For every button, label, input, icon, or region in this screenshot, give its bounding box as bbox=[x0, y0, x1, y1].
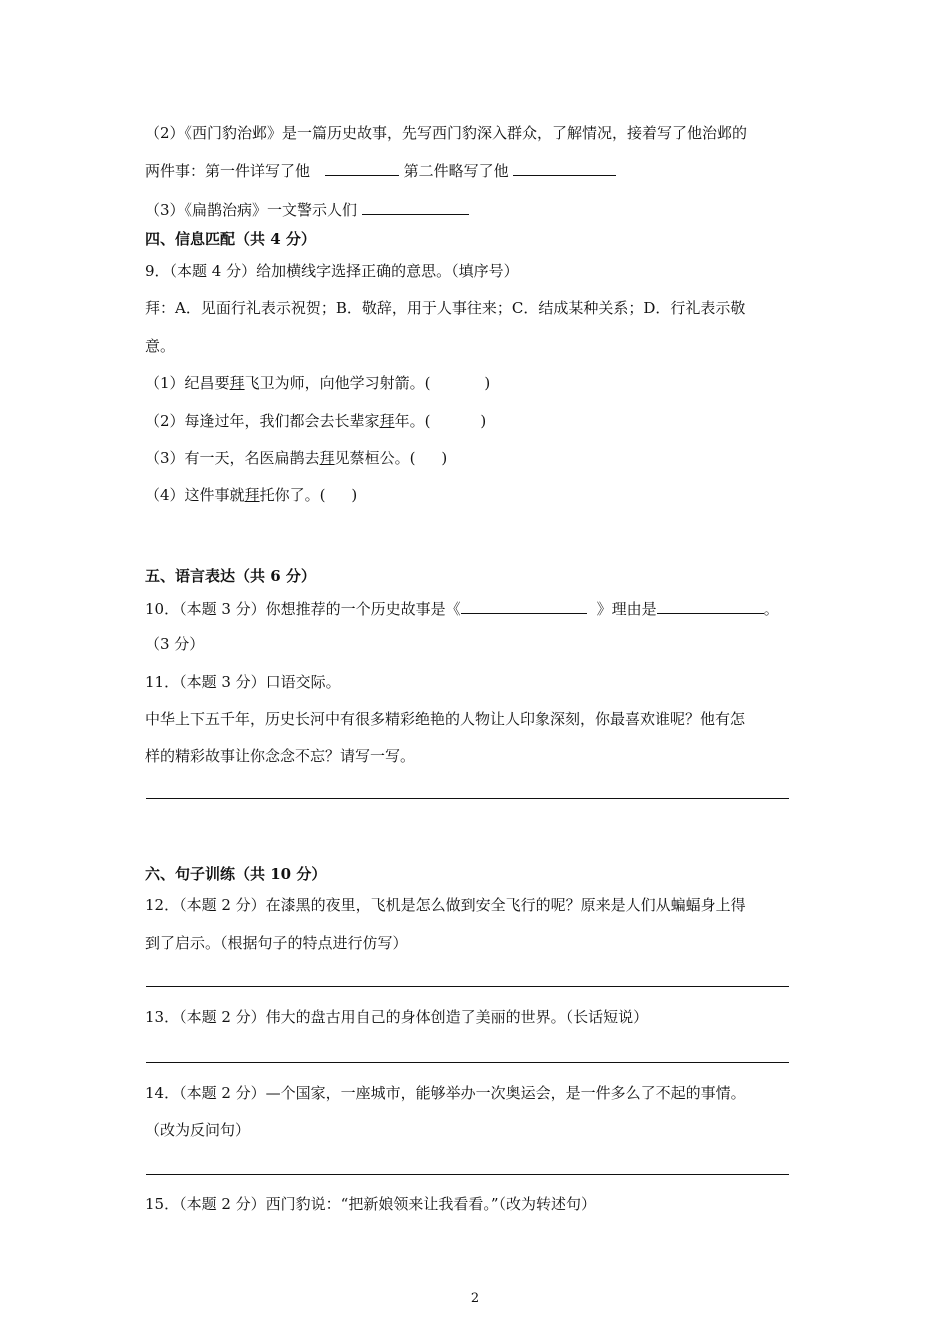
q9-item-1 bbox=[145, 373, 490, 393]
q10-story-blank[interactable] bbox=[461, 599, 587, 614]
q9-item-2-key: 拜 bbox=[379, 412, 395, 430]
q10-score: （3 分） bbox=[145, 635, 205, 653]
q8-blank-2[interactable] bbox=[513, 161, 616, 176]
q9-item-1-key: 拜 bbox=[229, 374, 245, 392]
q9-item-4-pre: （4）这件事就 bbox=[145, 486, 245, 504]
q10-text-c: 。 bbox=[763, 600, 779, 618]
q12-line2: 到了启示。（根据句子的特点进行仿写） bbox=[145, 934, 408, 952]
q9-item-2-pre: （2）每逢过年，我们都会去长辈家 bbox=[145, 412, 380, 430]
q8-item2-text-a: 两件事：第一件详写了他 bbox=[145, 162, 311, 180]
q8-item2-text-b: 第二件略写了他 bbox=[403, 162, 509, 180]
q11-line1: 中华上下五千年，历史长河中有很多精彩绝艳的人物让人印象深刻，你最喜欢谁呢？他有怎 bbox=[145, 710, 746, 728]
q9-item-3-key: 拜 bbox=[319, 449, 335, 467]
q14-line2: （改为反问句） bbox=[145, 1121, 251, 1139]
page-number: 2 bbox=[470, 1291, 480, 1306]
q8-item3-text: （3）《扁鹊治病》一文警示人们 bbox=[145, 201, 358, 219]
q11-line2: 样的精彩故事让你念念不忘？请写一写。 bbox=[145, 747, 416, 765]
q9-item-3-close: ) bbox=[441, 449, 448, 467]
q9-item-1-pre: （1）纪昌要 bbox=[145, 374, 230, 392]
q8-blank-3[interactable] bbox=[362, 200, 469, 215]
q9-item-4 bbox=[145, 485, 357, 505]
q8-item2-line2 bbox=[145, 161, 616, 181]
q12-answer-line[interactable] bbox=[146, 986, 789, 987]
q10-reason-blank[interactable] bbox=[657, 599, 764, 614]
q10-line bbox=[145, 599, 779, 619]
q9-item-1-close: ) bbox=[484, 374, 491, 392]
q8-item3 bbox=[145, 200, 469, 220]
q13-stem: 13．（本题 2 分）伟大的盘古用自己的身体创造了美丽的世界。（长话短说） bbox=[145, 1008, 649, 1026]
q11-stem: 11．（本题 3 分）口语交际。 bbox=[145, 673, 341, 691]
q14-answer-line[interactable] bbox=[146, 1174, 789, 1175]
q9-item-2-close: ) bbox=[480, 412, 487, 430]
q9-item-3 bbox=[145, 448, 447, 468]
q10-text-a: 10．（本题 3 分）你想推荐的一个历史故事是《 bbox=[145, 600, 461, 618]
section6-title: 六、句子训练（共 10 分） bbox=[145, 865, 327, 883]
q9-meanings-line1: 拜：A．见面行礼表示祝贺；B．敬辞，用于人事往来；C．结成某种关系；D．行礼表示敬 bbox=[145, 299, 746, 317]
q8-item2-line1: （2）《西门豹治邺》是一篇历史故事，先写西门豹深入群众，了解情况，接着写了他治邺的 bbox=[145, 124, 748, 142]
q13-answer-line[interactable] bbox=[146, 1062, 789, 1063]
q12-line1: 12．（本题 2 分）在漆黑的夜里，飞机是怎么做到安全飞行的呢？原来是人们从蝙蝠身上得 bbox=[145, 896, 746, 914]
q9-item-4-close: ) bbox=[351, 486, 358, 504]
q9-item-4-key: 拜 bbox=[244, 486, 260, 504]
q8-blank-1[interactable] bbox=[325, 161, 399, 176]
q9-item-2 bbox=[145, 411, 486, 431]
section4-title: 四、信息匹配（共 4 分） bbox=[145, 230, 316, 248]
section5-title: 五、语言表达（共 6 分） bbox=[145, 567, 316, 585]
q14-line1: 14．（本题 2 分）—个国家，一座城市，能够举办一次奥运会，是一件多么了不起的事情。 bbox=[145, 1084, 746, 1102]
q9-item-2-post: 年。( bbox=[394, 412, 431, 430]
q9-item-3-post: 见蔡桓公。( bbox=[334, 449, 416, 467]
q9-item-1-post: 飞卫为师，向他学习射箭。( bbox=[244, 374, 431, 392]
q9-stem: 9．（本题 4 分）给加横线字选择正确的意思。（填序号） bbox=[145, 262, 519, 280]
q9-meanings-line2: 意。 bbox=[145, 337, 176, 355]
q10-text-b: 》理由是 bbox=[596, 600, 657, 618]
q9-item-3-pre: （3）有一天，名医扁鹊去 bbox=[145, 449, 320, 467]
q15-stem: 15．（本题 2 分）西门豹说：“把新娘领来让我看看。”（改为转述句） bbox=[145, 1195, 597, 1213]
q11-answer-line[interactable] bbox=[146, 798, 789, 799]
q9-item-4-post: 托你了。( bbox=[259, 486, 326, 504]
